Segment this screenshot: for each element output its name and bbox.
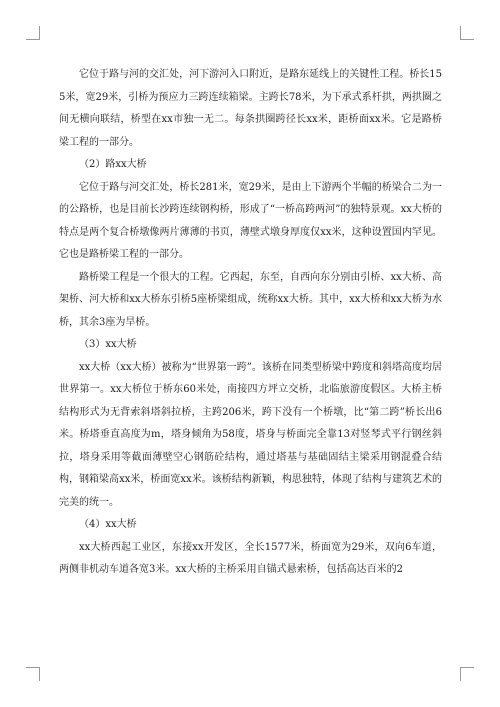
- crop-mark-bottom-right: [460, 667, 474, 681]
- paragraph-road-bridge: 它位于路与河交汇处，桥长281米，宽29米，是由上下游两个半幅的桥梁合二为一的公路桥，也是目前长沙跨连续钢构桥，形成了“一桥高跨两河”的独特景观。xx大桥的特点是两个复合桥墩像两片薄薄的书页，薄壁式墩身厚度仅xx米，这种设置国内罕见。它也是路桥梁工程的一部分。: [59, 181, 442, 260]
- crop-mark-top-right: [460, 26, 474, 40]
- paragraph-suspension-bridge: xx大桥西起工业区，东接xx开发区，全长1577米，桥面宽为29米，双向6车道，两侧非机动车道各宽3米。xx大桥的主桥采用自锚式悬索桥，包括高达百米的2: [59, 541, 442, 575]
- section-heading-4: （4）xx大桥: [79, 519, 137, 530]
- crop-mark-bottom-left: [26, 667, 40, 681]
- paragraph-first-span-bridge: xx大桥（xx大桥）被称为“世界第一跨”。该桥在同类型桥梁中跨度和斜塔高度均居世界第一。xx大桥位于桥东60米处，南接四方坪立交桥，北临旅游度假区。大桥主桥结构形式为无背索斜塔斜拉桥，主跨206米，跨下没有一个桥墩，比“第二跨”桥长出6米。桥塔垂直高度为m，塔身倾角为58度，塔身与桥面完全靠13对竖琴式平行钢丝斜拉，塔身采用等截面薄壁空心钢筋砼结构，通过塔基与基础固结主梁采用钢混叠合结构，钢箱梁高xx米，桥面宽xx米。该桥结构新颖，构思独特，体现了结构与建筑艺术的完美的统一。: [59, 361, 442, 508]
- section-heading-2: （2）路xx大桥: [79, 159, 147, 170]
- paragraph-bridge-intro: 它位于路与河的交汇处，河下游河入口附近，是路东延线上的关键性工程。桥长155米，宽29米，引桥为预应力三跨连续箱梁。主跨长78米，为下承式系杆拱，两拱圈之间无横向联结，桥型在xx市独一无二。每条拱圈跨径长xx米，距桥面xx米。它是路桥梁工程的一部分。: [59, 69, 442, 148]
- section-heading-3: （3）xx大桥: [79, 339, 137, 350]
- crop-mark-top-left: [26, 26, 40, 40]
- document-body: [59, 64, 442, 582]
- paragraph-project-overview: 路桥梁工程是一个很大的工程。它西起，东至，自西向东分别由引桥、xx大桥、高架桥、河大桥和xx大桥东引桥5座桥梁组成，统称xx大桥。其中，xx大桥和xx大桥为水桥，其余3座为旱桥。: [59, 271, 442, 328]
